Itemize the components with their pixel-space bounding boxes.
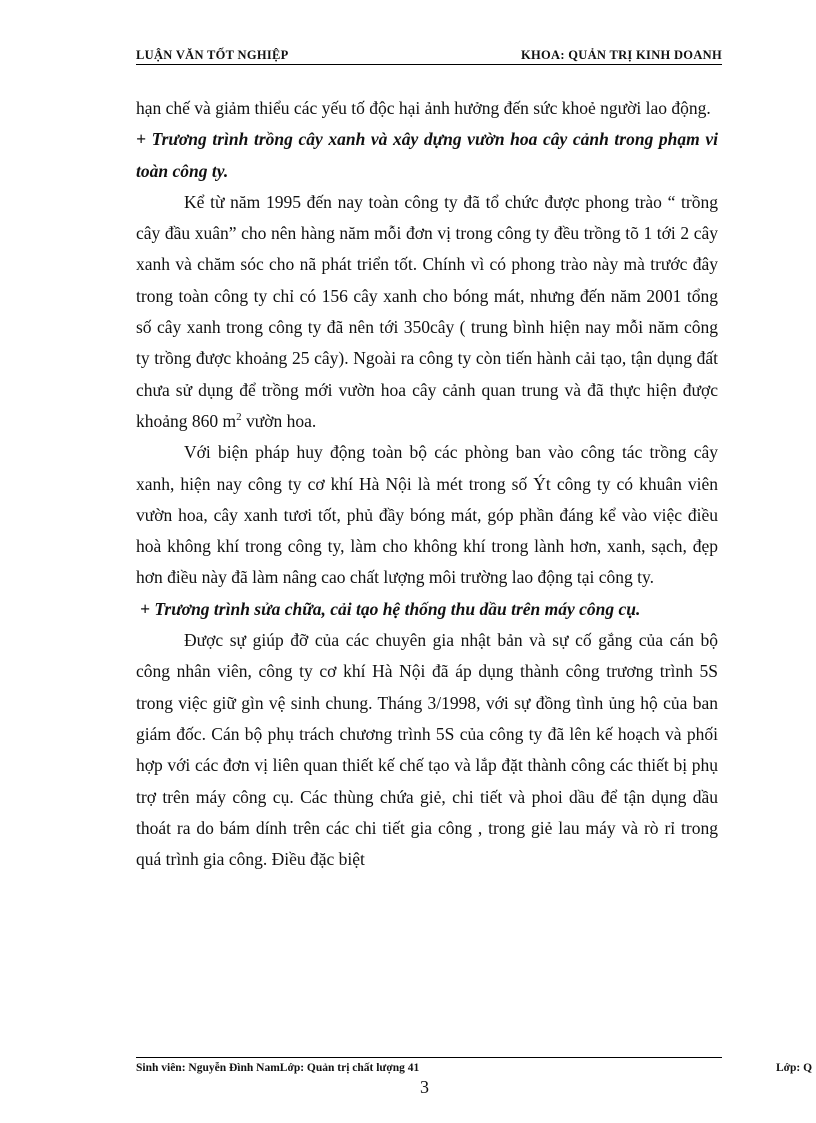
header-faculty: KHOA: QUẢN TRỊ KINH DOANH bbox=[520, 48, 722, 62]
page-body bbox=[136, 93, 718, 875]
paragraph-hazard-reduction: hạn chế và giảm thiểu các yếu tố độc hại ảnh hưởng đến sức khoẻ người lao động. bbox=[136, 98, 711, 118]
paragraph-green-campus: Với biện pháp huy động toàn bộ các phòng ban vào công tác trồng cây xanh, hiện nay công ty cơ khí Hà Nội là mét trong số Ýt công ty có khuân viên vườn hoa, cây xanh tươi tốt, phủ đầy bóng mát, góp phần đáng kể vào việc điều hoà không khí trong công ty, làm cho không khí trong lành hơn, xanh, sạch, đẹp hơn điều này đã làm nâng cao chất lượng môi trường lao động tại công ty. bbox=[136, 442, 718, 588]
footer-class-label: Lớp: Q bbox=[776, 1062, 813, 1074]
header-divider bbox=[136, 64, 722, 65]
header-thesis-title: LUẬN VĂN TỐT NGHIỆP bbox=[136, 48, 289, 62]
superscript-2: 2 bbox=[236, 411, 242, 424]
heading-oil-collection-program: + Trương trình sửa chữa, cải tạo hệ thống thu dầu trên máy công cụ. bbox=[140, 598, 641, 619]
paragraph-tree-planting bbox=[136, 187, 718, 437]
footer-student-info: Sinh viên: Nguyễn Đình NamLớp: Quản trị chất lượng 41 bbox=[136, 1062, 420, 1074]
page-number: 3 bbox=[420, 1077, 429, 1097]
footer-divider bbox=[136, 1057, 722, 1058]
paragraph-tree-planting-text: Kể từ năm 1995 đến nay toàn công ty đã tổ chức được phong trào “ trồng cây đầu xuân” cho nên hàng năm mỗi đơn vị trong công ty đều trồng tõ 1 tới 2 cây xanh và chăm sóc cho nã phát triển tốt. Chính vì có phong trào này mà trước đây trong toàn công ty chỉ có 156 cây xanh cho bóng mát, nhưng đến năm 2001 tổng số cây xanh trong công ty đã nên tới 350cây ( trung bình hiện nay mỗi năm công ty trồng được khoảng 25 cây). Ngoài ra công ty còn tiến hành cải tạo, tận dụng đất chưa sử dụng để trồng mới vườn hoa cây cảnh quan trung và đã thực hiện được khoảng 860 m bbox=[136, 191, 718, 431]
heading-tree-planting-program: + Trương trình trồng cây xanh và xây dựng vườn hoa cây cảnh trong phạm vi toàn công ty. bbox=[136, 129, 718, 181]
paragraph-tree-planting-tail: vườn hoa. bbox=[241, 410, 317, 431]
paragraph-5s-program: Được sự giúp đỡ của các chuyên gia nhật bản và sự cố gắng của cán bộ công nhân viên, công ty cơ khí Hà Nội đã áp dụng thành công trương trình 5S trong việc giữ gìn vệ sinh chung. Tháng 3/1998, với sự đồng tình ủng hộ của ban giám đốc. Cán bộ phụ trách chương trình 5S của công ty đã lên kế hoạch và phối hợp với các đơn vị liên quan thiết kế chế tạo và lắp đặt thành công các thiết bị phụ trợ trên máy công cụ. Các thùng chứa giẻ, chi tiết và phoi dầu để tận dụng dầu thoát ra do bám dính trên các chi tiết gia công , trong giẻ lau máy và rò rỉ trong quá trình gia công. Điều đặc biệt bbox=[136, 630, 718, 870]
